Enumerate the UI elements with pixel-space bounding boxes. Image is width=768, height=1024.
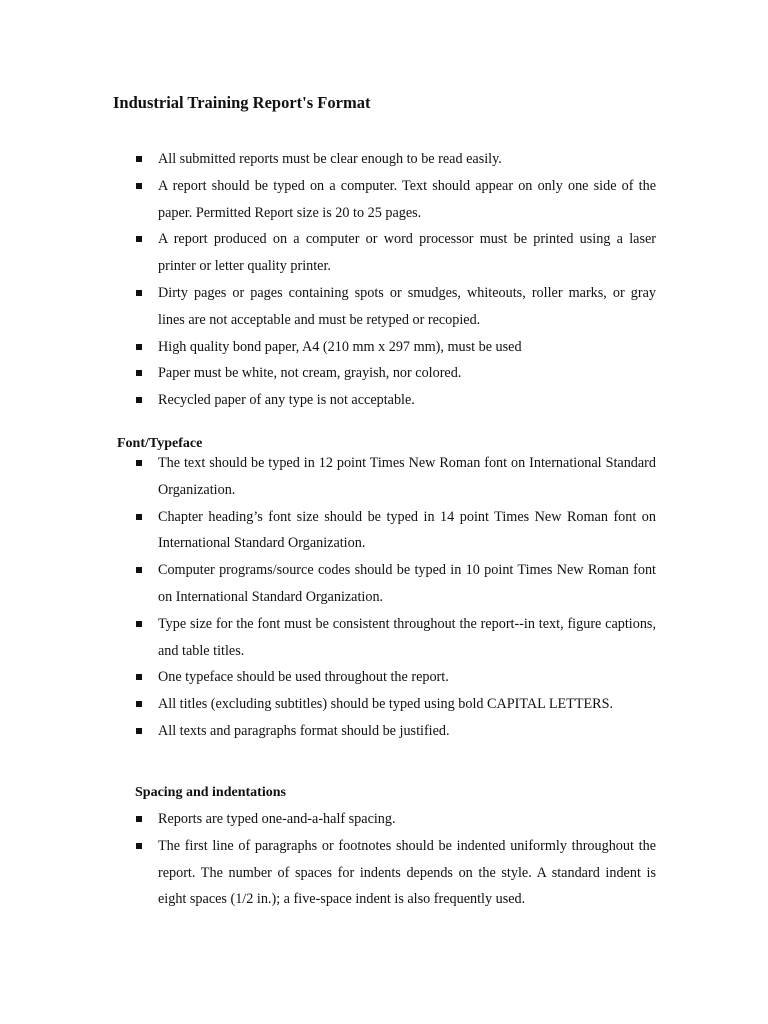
list-item: Paper must be white, not cream, grayish, nor colored. — [131, 360, 656, 387]
section-heading-font: Font/Typeface — [117, 436, 203, 451]
list-item: The text should be typed in 12 point Times New Roman font on International Standard Organization. — [131, 450, 656, 504]
list-item: Chapter heading’s font size should be typed in 14 point Times New Roman font on International Standard Organization. — [131, 504, 656, 558]
list-item: Reports are typed one-and-a-half spacing. — [131, 806, 656, 833]
square-bullet-icon — [136, 728, 142, 734]
list-item: Type size for the font must be consistent throughout the report--in text, figure captions, and table titles. — [131, 611, 656, 665]
square-bullet-icon — [136, 236, 142, 242]
list-item: Recycled paper of any type is not acceptable. — [131, 387, 656, 414]
square-bullet-icon — [136, 621, 142, 627]
square-bullet-icon — [136, 344, 142, 350]
format-requirements-list — [131, 146, 656, 414]
list-item: All texts and paragraphs format should be justified. — [131, 718, 656, 745]
spacing-requirements-list — [131, 806, 656, 913]
font-requirements-list — [131, 450, 656, 745]
square-bullet-icon — [136, 843, 142, 849]
square-bullet-icon — [136, 397, 142, 403]
page-title: Industrial Training Report's Format — [113, 93, 371, 112]
square-bullet-icon — [136, 816, 142, 822]
square-bullet-icon — [136, 290, 142, 296]
square-bullet-icon — [136, 156, 142, 162]
list-item: One typeface should be used throughout the report. — [131, 664, 656, 691]
square-bullet-icon — [136, 674, 142, 680]
list-item: The first line of paragraphs or footnotes should be indented uniformly throughout the report. The number of spaces for indents depends on the style. A standard indent is eight spaces (1/2 in.); a five-space indent is also frequently used. — [131, 833, 656, 913]
square-bullet-icon — [136, 701, 142, 707]
square-bullet-icon — [136, 567, 142, 573]
square-bullet-icon — [136, 370, 142, 376]
list-item: Dirty pages or pages containing spots or smudges, whiteouts, roller marks, or gray lines are not acceptable and must be retyped or recopied. — [131, 280, 656, 334]
section-heading-spacing: Spacing and indentations — [135, 785, 286, 800]
list-item: High quality bond paper, A4 (210 mm x 297 mm), must be used — [131, 334, 656, 361]
list-item: A report produced on a computer or word processor must be printed using a laser printer or letter quality printer. — [131, 226, 656, 280]
square-bullet-icon — [136, 460, 142, 466]
square-bullet-icon — [136, 514, 142, 520]
square-bullet-icon — [136, 183, 142, 189]
list-item: Computer programs/source codes should be typed in 10 point Times New Roman font on International Standard Organization. — [131, 557, 656, 611]
list-item: A report should be typed on a computer. Text should appear on only one side of the paper. Permitted Report size is 20 to 25 pages. — [131, 173, 656, 227]
list-item: All titles (excluding subtitles) should be typed using bold CAPITAL LETTERS. — [131, 691, 656, 718]
list-item: All submitted reports must be clear enough to be read easily. — [131, 146, 656, 173]
